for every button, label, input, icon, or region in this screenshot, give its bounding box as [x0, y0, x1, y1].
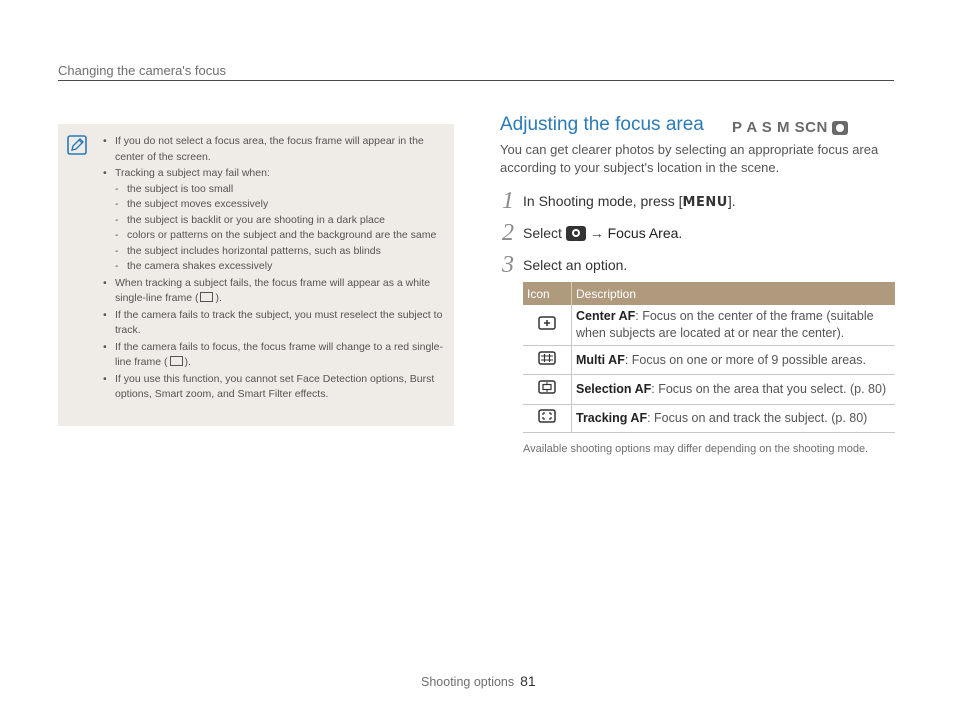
step-1-text	[523, 193, 736, 210]
step-2	[502, 220, 514, 247]
footer-section: Shooting options	[421, 675, 515, 689]
multi-af-icon	[537, 355, 557, 369]
table-row	[523, 346, 895, 375]
section-title: Adjusting the focus area	[500, 114, 704, 135]
option-name: Selection AF	[576, 382, 652, 396]
shooting-modes	[732, 119, 848, 136]
note-item: • If you use this function, you cannot set Face Detection options, Burst options, Smart zoom, and Smart Filter effects.	[103, 372, 445, 403]
option-description: : Focus on and track the subject. (p. 80)	[647, 411, 868, 425]
option-description: : Focus on the area that you select. (p. 80)	[651, 382, 887, 396]
step-text: .	[678, 225, 683, 241]
note-subitem: - colors or patterns on the subject and the background are the same	[103, 228, 445, 244]
note-pencil-icon	[67, 135, 87, 155]
col-header-description: Description	[572, 282, 896, 305]
description-cell	[572, 405, 896, 433]
camera-icon	[566, 226, 586, 241]
step-number: 3	[502, 252, 514, 278]
step-text: In Shooting mode, press [	[523, 193, 683, 209]
icon-cell	[523, 405, 572, 433]
note-subitem: - the subject moves excessively	[103, 197, 445, 213]
note-box	[58, 124, 454, 426]
icon-cell	[523, 346, 572, 375]
description-cell	[572, 346, 896, 375]
table-header-row	[523, 282, 895, 305]
note-item-text: ).	[184, 356, 191, 368]
footnote: Available shooting options may differ depending on the shooting mode.	[523, 443, 869, 455]
selection-af-icon	[537, 384, 557, 398]
page-footer	[421, 673, 536, 689]
center-af-icon	[537, 320, 557, 334]
note-item-text: ).	[215, 292, 222, 304]
option-description: : Focus on one or more of 9 possible areas.	[624, 352, 866, 367]
note-subitem: - the subject is backlit or you are shooting in a dark place	[103, 213, 445, 229]
single-line-frame-icon	[200, 292, 213, 302]
table-row	[523, 405, 895, 433]
note-item: • If you do not select a focus area, the focus frame will appear in the center of the screen.	[103, 134, 445, 165]
note-item	[103, 276, 445, 307]
step-3-text: Select an option.	[523, 257, 628, 273]
option-name: Center AF	[576, 309, 636, 323]
step-text: ].	[727, 193, 736, 209]
note-item: • If the camera fails to track the subject, you must reselect the subject to track.	[103, 308, 445, 339]
step-number: 2	[502, 220, 514, 246]
menu-target: Focus Area	[607, 225, 679, 241]
page-number: 81	[520, 673, 536, 689]
option-name: Tracking AF	[576, 411, 648, 425]
note-subitem: - the subject includes horizontal patterns, such as blinds	[103, 244, 445, 260]
section-intro: You can get clearer photos by selecting an appropriate focus area according to your subject's location in the scene.	[500, 142, 879, 175]
step-3	[502, 252, 514, 279]
focus-options-table	[523, 282, 895, 433]
step-1	[502, 188, 514, 215]
description-cell	[572, 375, 896, 405]
icon-cell	[523, 375, 572, 405]
note-item-text: When tracking a subject fails, the focus frame will appear as a white single-line frame (	[115, 276, 431, 304]
step-text: Select	[523, 225, 562, 241]
note-item-text: If the camera fails to focus, the focus frame will change to a red single-line frame (	[115, 340, 443, 368]
option-name: Multi AF	[576, 352, 625, 367]
running-header: Changing the camera's focus	[58, 63, 226, 78]
note-item: • Tracking a subject may fail when:	[103, 166, 445, 182]
header-divider	[58, 80, 894, 81]
step-2-text	[523, 225, 682, 241]
arrow-glyph: →	[589, 225, 604, 241]
single-line-frame-icon	[170, 356, 183, 366]
note-subitem: - the camera shakes excessively	[103, 259, 445, 275]
table-row	[523, 375, 895, 405]
col-header-icon: Icon	[523, 282, 572, 305]
description-cell	[572, 305, 896, 346]
menu-key-icon: MENU	[682, 195, 728, 210]
note-list	[103, 134, 445, 403]
icon-cell	[523, 305, 572, 346]
step-number: 1	[502, 188, 514, 214]
note-item	[103, 340, 445, 371]
modes-label: P A S M SCN	[732, 119, 828, 136]
option-description: : Focus on the center of the frame (suitable when subjects are located at or near the center).	[576, 309, 874, 340]
note-subitem: - the subject is too small	[103, 182, 445, 198]
tracking-af-icon	[537, 413, 557, 427]
smart-auto-icon	[832, 121, 848, 135]
table-row	[523, 305, 895, 346]
